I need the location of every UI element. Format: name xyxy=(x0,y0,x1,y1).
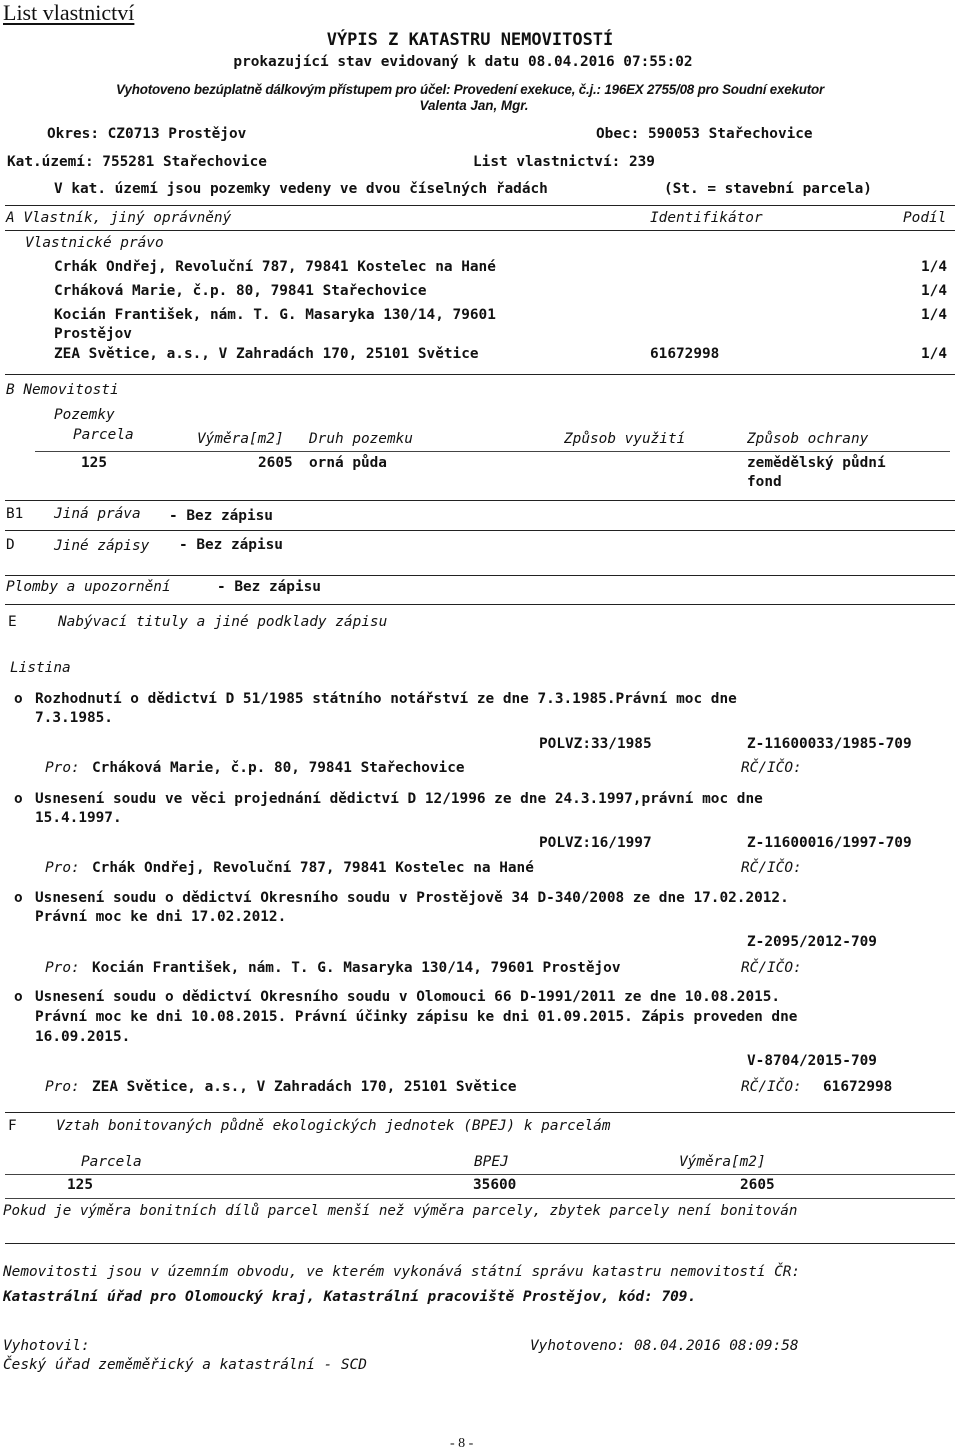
listina-bullet: o xyxy=(14,890,23,906)
section-d-label: Jiné zápisy xyxy=(54,538,150,554)
listina-entry-2-pro-label: Pro: xyxy=(45,860,80,876)
listina-entry-4-text-1: Usnesení soudu o dědictví Okresního soudu v Olomouci 66 D-1991/2011 ze dne 10.08.2015. xyxy=(35,989,781,1005)
col-zpusob-vyuziti: Způsob využití xyxy=(564,431,686,447)
section-f-label: Vztah bonitovaných půdně ekologických jednotek (BPEJ) k parcelám xyxy=(56,1118,611,1134)
listina-entry-2-z: Z-11600016/1997-709 xyxy=(747,835,912,851)
listina-entry-4-pro-label: Pro: xyxy=(45,1079,80,1095)
listina-entry-2-rc-label: RČ/IČO: xyxy=(741,860,802,876)
listina-bullet: o xyxy=(14,691,23,707)
col-podil: Podíl xyxy=(903,210,947,226)
office-line-1: Nemovitosti jsou v územním obvodu, ve kterém vykonává státní správu katastru nemovitostí ČR: xyxy=(3,1264,801,1280)
vlastnicke-pravo-heading: Vlastnické právo xyxy=(25,235,164,251)
page-number: - 8 - xyxy=(450,1436,474,1451)
owner-4: ZEA Světice, a.s., V Zahradách 170, 25101 Světice xyxy=(54,346,479,362)
section-d-code: D xyxy=(6,537,15,553)
f-col-parcela: Parcela xyxy=(81,1154,142,1170)
listina-entry-1-text-1: Rozhodnutí o dědictví D 51/1985 státního notářství ze dne 7.3.1985.Právní moc dne xyxy=(35,691,737,707)
parcel-type: orná půda xyxy=(309,455,387,471)
listina-entry-4-rc: 61672998 xyxy=(823,1079,893,1095)
col-identifikator: Identifikátor xyxy=(650,210,763,226)
col-zpusob-ochrany: Způsob ochrany xyxy=(747,431,869,447)
listina-entry-2-polvz: POLVZ:16/1997 xyxy=(539,835,652,851)
f-bpej: 35600 xyxy=(473,1177,517,1193)
katastralni-uzemi: Kat.území: 755281 Stařechovice xyxy=(7,154,267,170)
page-heading: List vlastnictví xyxy=(3,0,135,25)
numbering-note: V kat. území jsou pozemky vedeny ve dvou číselných řadách xyxy=(54,181,548,197)
listina-entry-2-text-1: Usnesení soudu ve věci projednání dědictví D 12/1996 ze dne 24.3.1997,právní moc dne xyxy=(35,791,763,807)
owner-2: Crháková Marie, č.p. 80, 79841 Stařechovice xyxy=(54,283,427,299)
listina-entry-3-text-2: Právní moc ke dni 17.02.2012. xyxy=(35,909,287,925)
section-a-heading: A Vlastník, jiný oprávněný xyxy=(6,210,232,226)
vyhotovil-value: Český úřad zeměměřický a katastrální - SCD xyxy=(3,1357,367,1373)
plomby-label: Plomby a upozornění xyxy=(6,579,171,595)
listina-entry-4-text-3: 16.09.2015. xyxy=(35,1029,131,1045)
owner-1: Crhák Ondřej, Revoluční 787, 79841 Kostelec na Hané xyxy=(54,259,496,275)
vyhotovil-label: Vyhotovil: xyxy=(3,1338,90,1354)
listina-entry-3-text-1: Usnesení soudu o dědictví Okresního soudu v Prostějově 34 D-340/2008 ze dne 17.02.2012. xyxy=(35,890,789,906)
listina-entry-4-rc-label: RČ/IČO: xyxy=(741,1079,802,1095)
stavebni-note: (St. = stavební parcela) xyxy=(664,181,872,197)
okres: Okres: CZ0713 Prostějov xyxy=(47,126,247,142)
parcel-protection-line-2: fond xyxy=(747,474,782,490)
parcel-area: 2605 xyxy=(258,455,293,471)
office-line-2: Katastrální úřad pro Olomoucký kraj, Katastrální pracoviště Prostějov, kód: 709. xyxy=(3,1289,697,1305)
parcel-protection-line-1: zemědělský půdní xyxy=(747,455,886,471)
owner-1-share: 1/4 xyxy=(921,259,947,275)
section-b1-value: - Bez zápisu xyxy=(169,508,273,524)
plomby-value: - Bez zápisu xyxy=(217,579,321,595)
listina-entry-3-pro-label: Pro: xyxy=(45,960,80,976)
parcel-number: 125 xyxy=(81,455,107,471)
f-vymera: 2605 xyxy=(740,1177,775,1193)
section-d-value: - Bez zápisu xyxy=(179,537,283,553)
pozemky-heading: Pozemky xyxy=(54,407,115,423)
col-vymera: Výměra[m2] xyxy=(197,431,284,447)
col-druh-pozemku: Druh pozemku xyxy=(309,431,413,447)
list-vlastnictvi-number: List vlastnictví: 239 xyxy=(473,154,655,170)
listina-entry-1-pro-label: Pro: xyxy=(45,760,80,776)
owner-2-share: 1/4 xyxy=(921,283,947,299)
listina-entry-2-text-2: 15.4.1997. xyxy=(35,810,122,826)
vyhotoveno-timestamp: Vyhotoveno: 08.04.2016 08:09:58 xyxy=(530,1338,799,1354)
document-title: VÝPIS Z KATASTRU NEMOVITOSTÍ xyxy=(326,30,614,50)
purpose-line-1: Vyhotoveno bezúplatně dálkovým přístupem pro účel: Provedení exekuce, č.j.: 196EX 2755/08 pro Soudní exekutor xyxy=(116,82,824,97)
owner-3-line-2: Prostějov xyxy=(54,326,132,342)
listina-entry-3-pro: Kocián František, nám. T. G. Masaryka 130/14, 79601 Prostějov xyxy=(92,960,621,976)
listina-entry-4-z: V-8704/2015-709 xyxy=(747,1053,877,1069)
owner-3: Kocián František, nám. T. G. Masaryka 130/14, 79601 xyxy=(54,307,496,323)
section-b-heading: B Nemovitosti xyxy=(6,382,119,398)
listina-entry-4-pro: ZEA Světice, a.s., V Zahradách 170, 25101 Světice xyxy=(92,1079,517,1095)
owner-4-identifier: 61672998 xyxy=(650,346,720,362)
section-e-code: E xyxy=(8,614,17,630)
section-b1-code: B1 xyxy=(6,506,24,522)
listina-entry-1-rc-label: RČ/IČO: xyxy=(741,760,802,776)
listina-bullet: o xyxy=(14,791,23,807)
listina-bullet: o xyxy=(14,989,23,1005)
owner-4-share: 1/4 xyxy=(921,346,947,362)
listina-entry-4-text-2: Právní moc ke dni 10.08.2015. Právní účinky zápisu ke dni 01.09.2015. Zápis proveden dne xyxy=(35,1009,798,1025)
listina-entry-1-text-2: 7.3.1985. xyxy=(35,710,113,726)
listina-entry-1-pro: Crháková Marie, č.p. 80, 79841 Stařechovice xyxy=(92,760,465,776)
section-e-label: Nabývací tituly a jiné podklady zápisu xyxy=(58,614,388,630)
obec: Obec: 590053 Stařechovice xyxy=(596,126,813,142)
listina-entry-1-z: Z-11600033/1985-709 xyxy=(747,736,912,752)
purpose-line-2: Valenta Jan, Mgr. xyxy=(419,98,529,113)
listina-entry-3-z: Z-2095/2012-709 xyxy=(747,934,877,950)
f-parcel: 125 xyxy=(67,1177,93,1193)
document-subtitle: prokazující stav evidovaný k datu 08.04.2016 07:55:02 xyxy=(233,54,693,70)
f-col-vymera: Výměra[m2] xyxy=(679,1154,766,1170)
owner-3-share: 1/4 xyxy=(921,307,947,323)
listina-entry-3-rc-label: RČ/IČO: xyxy=(741,960,802,976)
section-f-code: F xyxy=(8,1118,17,1134)
listina-entry-1-polvz: POLVZ:33/1985 xyxy=(539,736,652,752)
f-col-bpej: BPEJ xyxy=(474,1154,509,1170)
listina-heading: Listina xyxy=(10,660,71,676)
col-parcela: Parcela xyxy=(73,427,134,443)
section-b1-label: Jiná práva xyxy=(54,506,141,522)
listina-entry-2-pro: Crhák Ondřej, Revoluční 787, 79841 Kostelec na Hané xyxy=(92,860,534,876)
f-bonita-note: Pokud je výměra bonitních dílů parcel menší než výměra parcely, zbytek parcely není bonitován xyxy=(3,1203,798,1219)
